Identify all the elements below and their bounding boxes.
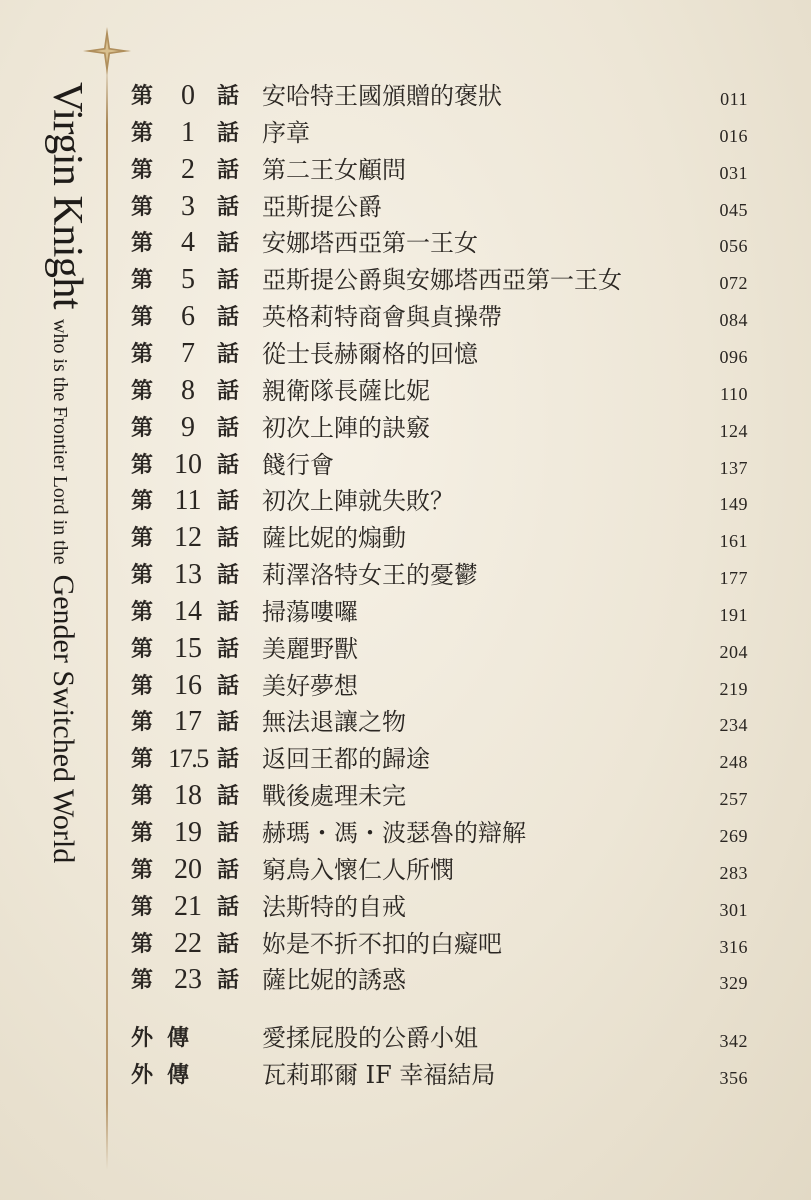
toc-entry[interactable] bbox=[0, 815, 811, 851]
page-number: 342 bbox=[719, 1031, 748, 1051]
page-number: 316 bbox=[719, 936, 748, 957]
toc-entry[interactable] bbox=[0, 741, 811, 777]
chapter-suffix: 話 bbox=[217, 451, 240, 478]
chapter-suffix: 話 bbox=[217, 83, 240, 109]
chapter-prefix: 第 bbox=[131, 856, 154, 883]
chapter-number: 1 bbox=[181, 116, 195, 148]
chapter-suffix: 話 bbox=[217, 967, 240, 994]
chapter-suffix: 話 bbox=[217, 562, 240, 589]
toc-entry[interactable] bbox=[0, 373, 811, 409]
chapter-title: 美麗野獸 bbox=[262, 634, 358, 663]
sparkle-ornament-icon bbox=[83, 27, 131, 75]
chapter-title: 戰後處理未完 bbox=[262, 782, 406, 811]
chapter-number: 12 bbox=[174, 522, 202, 554]
chapter-prefix: 第 bbox=[131, 488, 154, 515]
chapter-suffix: 話 bbox=[217, 856, 240, 883]
chapter-prefix: 第 bbox=[131, 230, 154, 257]
page-number: 301 bbox=[719, 899, 748, 920]
chapter-prefix: 第 bbox=[131, 893, 154, 920]
chapter-number: 11 bbox=[174, 485, 202, 517]
chapter-title: 安哈特王國頒贈的褒狀 bbox=[262, 82, 502, 110]
chapter-suffix: 話 bbox=[217, 820, 240, 846]
page-number: 257 bbox=[719, 789, 748, 810]
chapter-prefix: 第 bbox=[131, 304, 154, 331]
toc-entry[interactable] bbox=[0, 483, 811, 519]
title-virgin-knight: Virgin Knight bbox=[44, 82, 90, 310]
toc-entry[interactable] bbox=[0, 520, 811, 556]
chapter-number: 15 bbox=[174, 632, 202, 664]
chapter-suffix: 話 bbox=[217, 672, 240, 699]
chapter-number: 17.5 bbox=[168, 744, 208, 774]
chapter-title: 薩比妮的煽動 bbox=[262, 524, 406, 553]
chapter-prefix: 第 bbox=[131, 340, 154, 367]
chapter-prefix: 第 bbox=[131, 672, 154, 699]
chapter-title: 掃蕩嘍囉 bbox=[262, 597, 358, 626]
chapter-prefix: 第 bbox=[131, 83, 154, 109]
extra-label: 外傳 bbox=[131, 1062, 204, 1088]
chapter-number: 13 bbox=[174, 559, 202, 591]
toc-entry[interactable] bbox=[0, 189, 811, 225]
chapter-title: 從士長赫爾格的回憶 bbox=[262, 339, 478, 368]
chapter-title: 初次上陣的訣竅 bbox=[262, 413, 430, 442]
page-number: 204 bbox=[719, 641, 748, 662]
chapter-title: 窮鳥入懷仁人所憫 bbox=[262, 855, 454, 884]
title-gender-switched-world: Gender Switched World bbox=[47, 574, 80, 864]
chapter-number: 0 bbox=[181, 80, 195, 111]
chapter-suffix: 話 bbox=[217, 267, 240, 294]
chapter-number: 22 bbox=[174, 927, 202, 959]
chapter-suffix: 話 bbox=[217, 893, 240, 920]
chapter-suffix: 話 bbox=[217, 340, 240, 367]
chapter-title: 初次上陣就失敗？ bbox=[262, 487, 454, 516]
chapter-prefix: 第 bbox=[131, 709, 154, 736]
chapter-title: 莉澤洛特女王的憂鬱 bbox=[262, 561, 478, 590]
page-number: 110 bbox=[720, 383, 748, 404]
chapter-title: 返回王都的歸途 bbox=[262, 745, 430, 774]
chapter-title: 第二王女顧問 bbox=[262, 155, 406, 184]
toc-extra-entry[interactable] bbox=[0, 1020, 811, 1056]
chapter-title: 餞行會 bbox=[262, 450, 334, 479]
page-number: 056 bbox=[719, 236, 748, 257]
chapter-prefix: 第 bbox=[131, 967, 154, 994]
extra-title: 愛揉屁股的公爵小姐 bbox=[262, 1024, 478, 1052]
chapter-number: 19 bbox=[174, 817, 202, 848]
chapter-suffix: 話 bbox=[217, 598, 240, 625]
chapter-title: 無法退讓之物 bbox=[262, 708, 406, 737]
chapter-suffix: 話 bbox=[217, 488, 240, 515]
chapter-prefix: 第 bbox=[131, 414, 154, 441]
toc-entry[interactable] bbox=[0, 262, 811, 298]
chapter-number: 10 bbox=[174, 448, 202, 480]
chapter-number: 8 bbox=[181, 374, 195, 406]
page-number: 177 bbox=[719, 568, 748, 589]
page-number: 356 bbox=[719, 1068, 748, 1088]
chapter-title: 美好夢想 bbox=[262, 671, 358, 700]
chapter-number: 17 bbox=[174, 706, 202, 738]
toc-entry[interactable] bbox=[0, 447, 811, 483]
chapter-number: 5 bbox=[181, 264, 195, 296]
page-number: 329 bbox=[719, 973, 748, 994]
page-number: 137 bbox=[719, 457, 748, 478]
chapter-suffix: 話 bbox=[217, 746, 240, 773]
chapter-prefix: 第 bbox=[131, 562, 154, 589]
chapter-number: 2 bbox=[181, 153, 195, 185]
toc-entry[interactable] bbox=[0, 926, 811, 962]
chapter-number: 9 bbox=[181, 411, 195, 443]
chapter-number: 18 bbox=[174, 780, 202, 812]
page-number: 031 bbox=[719, 162, 748, 183]
toc-entry[interactable] bbox=[0, 410, 811, 446]
toc-entry[interactable] bbox=[0, 78, 811, 114]
chapter-prefix: 第 bbox=[131, 930, 154, 957]
page-number: 016 bbox=[719, 125, 748, 146]
chapter-prefix: 第 bbox=[131, 193, 154, 220]
toc-entry[interactable] bbox=[0, 704, 811, 740]
chapter-number: 21 bbox=[174, 890, 202, 922]
toc-entry[interactable] bbox=[0, 778, 811, 814]
chapter-suffix: 話 bbox=[217, 783, 240, 810]
chapter-prefix: 第 bbox=[131, 156, 154, 183]
chapter-number: 20 bbox=[174, 853, 202, 885]
chapter-title: 法斯特的自戒 bbox=[262, 892, 406, 921]
page-number: 149 bbox=[719, 494, 748, 515]
page-number: 283 bbox=[719, 862, 748, 883]
toc-extra-entry[interactable] bbox=[0, 1057, 811, 1093]
chapter-title: 親衛隊長薩比妮 bbox=[262, 376, 430, 405]
toc-entry[interactable] bbox=[0, 115, 811, 151]
chapter-number: 7 bbox=[181, 337, 195, 369]
chapter-title: 英格莉特商會與貞操帶 bbox=[262, 303, 502, 332]
page-number: 234 bbox=[719, 715, 748, 736]
page-number: 191 bbox=[719, 604, 748, 625]
chapter-suffix: 話 bbox=[217, 156, 240, 183]
chapter-suffix: 話 bbox=[217, 930, 240, 957]
toc-entry[interactable] bbox=[0, 152, 811, 188]
toc-entry[interactable] bbox=[0, 668, 811, 704]
chapter-number: 6 bbox=[181, 301, 195, 333]
title-middle: who is the Frontier Lord in the bbox=[49, 319, 71, 565]
toc-entry[interactable] bbox=[0, 594, 811, 630]
toc-entry[interactable] bbox=[0, 631, 811, 667]
extra-title: 瓦莉耶爾 IF 幸福結局 bbox=[262, 1061, 496, 1089]
chapter-prefix: 第 bbox=[131, 267, 154, 294]
page-number: 269 bbox=[719, 826, 748, 846]
chapter-title: 亞斯提公爵與安娜塔西亞第一王女 bbox=[262, 266, 622, 295]
toc-entry[interactable] bbox=[0, 557, 811, 593]
page-number: 219 bbox=[719, 678, 748, 699]
page-number: 248 bbox=[719, 752, 748, 773]
toc-entry[interactable] bbox=[0, 299, 811, 335]
page-number: 011 bbox=[720, 89, 748, 109]
chapter-suffix: 話 bbox=[217, 709, 240, 736]
toc-entry[interactable] bbox=[0, 889, 811, 925]
page-number: 072 bbox=[719, 273, 748, 294]
chapter-number: 16 bbox=[174, 669, 202, 701]
chapter-suffix: 話 bbox=[217, 377, 240, 404]
extra-label: 外傳 bbox=[131, 1025, 204, 1051]
chapter-number: 4 bbox=[181, 227, 195, 259]
toc-entry[interactable] bbox=[0, 336, 811, 372]
chapter-title: 妳是不折不扣的白癡吧 bbox=[262, 929, 502, 958]
chapter-number: 3 bbox=[181, 190, 195, 222]
chapter-title: 赫瑪・馮・波瑟魯的辯解 bbox=[262, 819, 526, 847]
chapter-prefix: 第 bbox=[131, 451, 154, 478]
chapter-prefix: 第 bbox=[131, 635, 154, 662]
chapter-prefix: 第 bbox=[131, 119, 154, 146]
page-number: 045 bbox=[719, 199, 748, 220]
chapter-title: 序章 bbox=[262, 118, 310, 147]
toc-entry[interactable] bbox=[0, 852, 811, 888]
chapter-prefix: 第 bbox=[131, 377, 154, 404]
toc-entry[interactable] bbox=[0, 225, 811, 261]
toc-entry[interactable] bbox=[0, 962, 811, 998]
chapter-suffix: 話 bbox=[217, 193, 240, 220]
chapter-suffix: 話 bbox=[217, 119, 240, 146]
chapter-suffix: 話 bbox=[217, 230, 240, 257]
chapter-prefix: 第 bbox=[131, 820, 154, 846]
page-number: 124 bbox=[719, 420, 748, 441]
chapter-prefix: 第 bbox=[131, 746, 154, 773]
chapter-prefix: 第 bbox=[131, 783, 154, 810]
chapter-title: 薩比妮的誘惑 bbox=[262, 966, 406, 995]
chapter-suffix: 話 bbox=[217, 525, 240, 552]
chapter-prefix: 第 bbox=[131, 598, 154, 625]
chapter-title: 安娜塔西亞第一王女 bbox=[262, 229, 478, 258]
page-number: 161 bbox=[719, 531, 748, 552]
chapter-title: 亞斯提公爵 bbox=[262, 192, 382, 221]
chapter-suffix: 話 bbox=[217, 304, 240, 331]
page-number: 084 bbox=[719, 310, 748, 331]
chapter-prefix: 第 bbox=[131, 525, 154, 552]
chapter-suffix: 話 bbox=[217, 414, 240, 441]
chapter-suffix: 話 bbox=[217, 635, 240, 662]
chapter-number: 14 bbox=[174, 595, 202, 627]
chapter-number: 23 bbox=[174, 964, 202, 996]
page-number: 096 bbox=[719, 346, 748, 367]
